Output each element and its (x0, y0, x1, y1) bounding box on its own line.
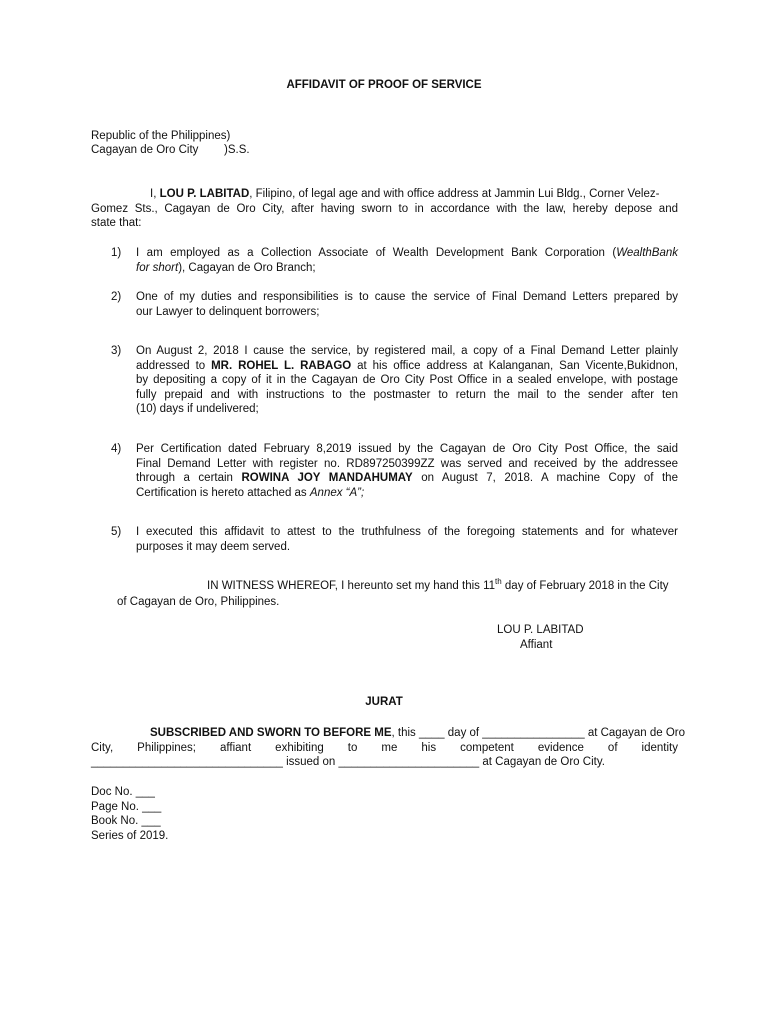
item-5-number: 5) (111, 526, 122, 538)
item-3-number: 3) (111, 345, 122, 357)
item-3-line-5: (10) days if undelivered; (136, 403, 259, 415)
item-5-line-2: purposes it may deem served. (136, 541, 291, 553)
venue-ss: )S.S. (224, 144, 250, 156)
annex-reference: Annex “A”; (309, 487, 365, 499)
item-4-line-2: Final Demand Letter with register no. RD897250399ZZ was served and received by the addressee (136, 458, 678, 470)
intro-line-3: state that: (91, 217, 142, 229)
item-3-line-3: by depositing a copy of it in the Cagayan de Oro City Post Office in a sealed envelope, with postage (136, 374, 678, 386)
recipient-name: ROWINA JOY MANDAHUMAY (241, 472, 413, 484)
intro-line-1: I, LOU P. LABITAD, Filipino, of legal age and with office address at Jammin Lui Bldg., Corner Velez- (150, 188, 660, 200)
item-1-line-2: for short), Cagayan de Oro Branch; (136, 262, 316, 274)
item-4-line-4: Certification is hereto attached as Annex “A”; (136, 487, 365, 499)
item-4-line-3: through a certain ROWINA JOY MANDAHUMAY on August 7, 2018. A machine Copy of the (136, 472, 678, 484)
item-2-line-2: our Lawyer to delinquent borrowers; (136, 306, 320, 318)
witness-line-1: IN WITNESS WHEREOF, I hereunto set my hand this 11th day of February 2018 in the City (207, 577, 669, 592)
item-4-line-1: Per Certification dated February 8,2019 issued by the Cagayan de Oro City Post Office, the said (136, 443, 678, 455)
page-number: Page No. ___ (91, 801, 162, 813)
jurat-line-2: City, Philippines; affiant exhibiting to me his competent evidence of identity (91, 742, 678, 754)
witness-line-2: of Cagayan de Oro, Philippines. (117, 596, 280, 608)
intro-line-2: Gomez Sts., Cagayan de Oro City, after having sworn to in accordance with the law, hereby depose and (91, 203, 678, 215)
series-year: Series of 2019. (91, 830, 169, 842)
venue-city: Cagayan de Oro City (91, 144, 199, 156)
item-2-line-1: One of my duties and responsibilities is to cause the service of Final Demand Letters prepared by (136, 291, 678, 303)
jurat-line-1: SUBSCRIBED AND SWORN TO BEFORE ME, this ____ day of ________________ at Cagayan de Oro (150, 727, 685, 739)
item-3-line-4: fully prepaid and with instructions to the postmaster to return the mail to the sender after ten (136, 389, 678, 401)
affiant-name: LOU P. LABITAD (159, 188, 250, 200)
addressee-name: MR. ROHEL L. RABAGO (211, 360, 352, 372)
signature-role: Affiant (520, 639, 553, 651)
jurat-title: JURAT (365, 696, 403, 708)
item-1-number: 1) (111, 247, 122, 259)
doc-number: Doc No. ___ (91, 786, 155, 798)
item-3-line-1: On August 2, 2018 I cause the service, by registered mail, a copy of a Final Demand Letter plainly (136, 345, 678, 357)
item-3-line-2: addressed to MR. ROHEL L. RABAGO at his office address at Kalanganan, San Vicente,Bukidnon, (136, 360, 678, 372)
item-1-line-1: I am employed as a Collection Associate of Wealth Development Bank Corporation (WealthBank (136, 247, 678, 259)
book-number: Book No. ___ (91, 815, 161, 827)
document-title: AFFIDAVIT OF PROOF OF SERVICE (286, 79, 482, 91)
item-5-line-1: I executed this affidavit to attest to the truthfulness of the foregoing statements and for whatever (136, 526, 678, 538)
item-2-number: 2) (111, 291, 122, 303)
item-4-number: 4) (111, 443, 122, 455)
signature-name: LOU P. LABITAD (497, 624, 584, 636)
venue-line-1: Republic of the Philippines) (91, 130, 231, 142)
jurat-line-3: ______________________________ issued on ______________________ at Cagayan de Oro City. (91, 756, 605, 768)
